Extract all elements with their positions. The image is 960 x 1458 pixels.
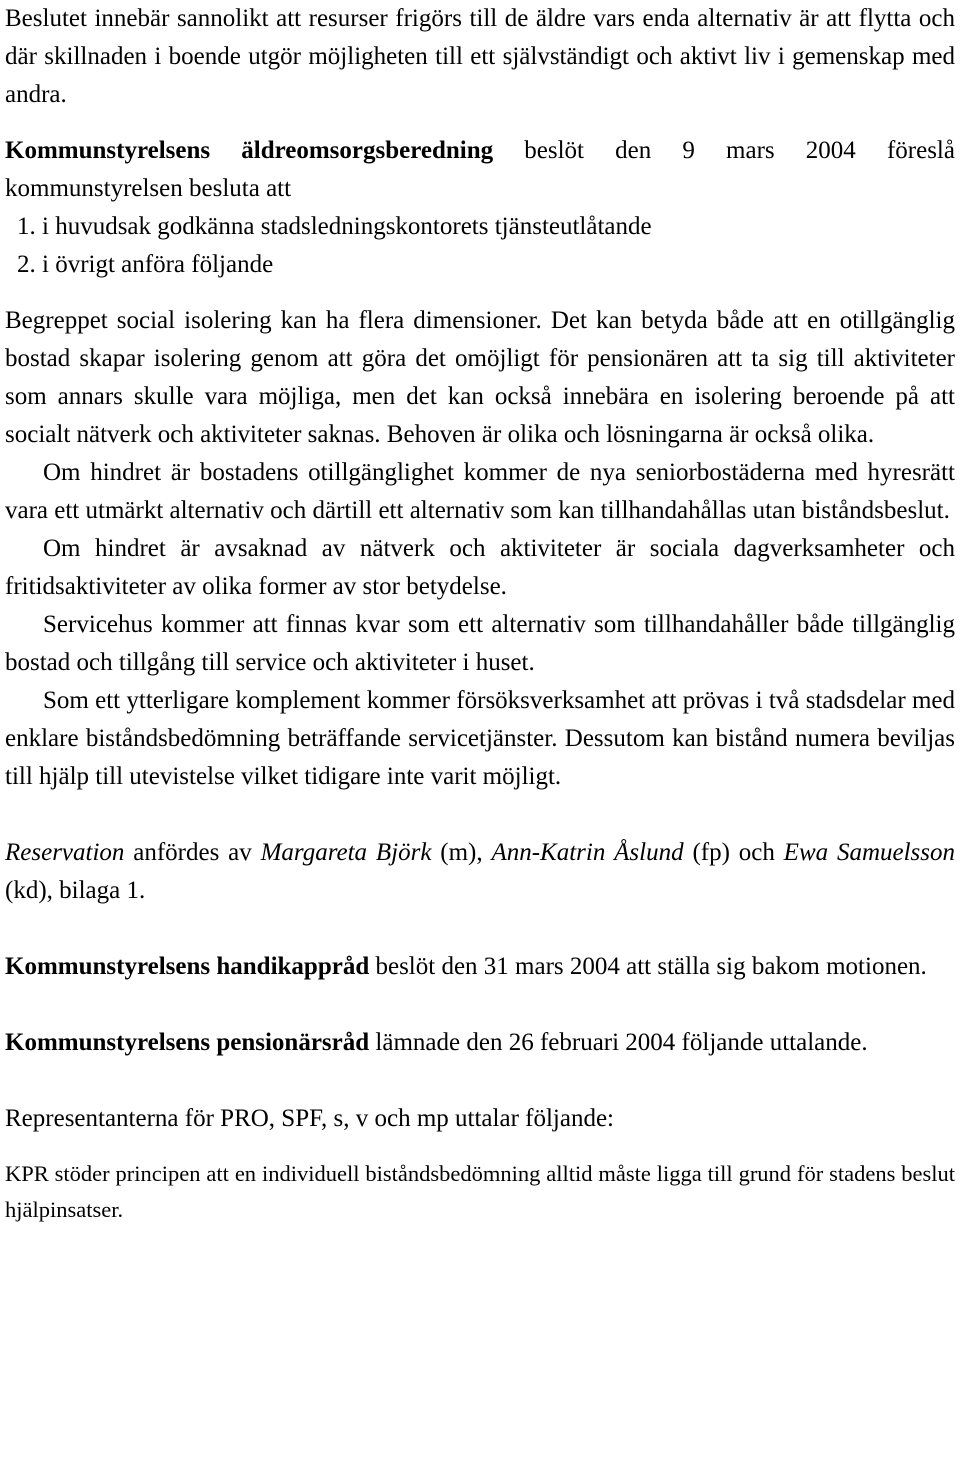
- paragraph-beslutet: Beslutet innebär sannolikt att resurser frigörs till de äldre vars enda alternativ är att flytta och där skillnaden i boende utgör möjligheten till ett självständigt och aktivt liv i gemenskap med andra.: [5, 5, 955, 108]
- council-decision: beslöt den 31 mars 2004 att ställa sig bakom motionen.: [369, 953, 927, 980]
- reservation-text: anfördes av: [124, 839, 261, 866]
- paragraph-aldreomsorgsberedning: [5, 132, 955, 208]
- committee-decision: beslöt den 9 mars 2004 föreslå kommunstyrelsen besluta att: [5, 137, 955, 202]
- paragraph-natverk: Om hindret är avsaknad av nätverk och aktiviteter är sociala dagverksamheter och fritidsaktiviteter av olika former av stor betydelse.: [5, 535, 955, 600]
- reservation-label: Reservation: [5, 839, 125, 866]
- document-page: [5, 0, 955, 1228]
- spacer: [5, 910, 955, 948]
- reservation-name: Ewa Samuelsson: [783, 839, 955, 866]
- paragraph-otillganglighet: Om hindret är bostadens otillgänglighet kommer de nya seniorbostäderna med hyresrätt vara ett utmärkt alternativ och därtill ett alternativ som kan tillhandahållas utan biståndsbeslut.: [5, 459, 955, 524]
- paragraph-reservation: [5, 834, 955, 910]
- council-decision: lämnade den 26 februari 2004 följande uttalande.: [369, 1029, 868, 1056]
- paragraph-servicehus: Servicehus kommer att finnas kvar som ett alternativ som tillhandahåller både tillgänglig bostad och tillgång till service och aktiviteter i huset.: [5, 611, 955, 676]
- decision-list: [5, 208, 955, 284]
- list-item: 2. i övrigt anföra följande: [17, 251, 274, 278]
- paragraph-handikappraad: [5, 948, 955, 986]
- reservation-text: (fp) och: [683, 839, 784, 866]
- paragraph-komplement: Som ett ytterligare komplement kommer försöksverksamhet att prövas i två stadsdelar med enklare biståndsbedömning beträffande servicetjänster. Dessutom kan bistånd numera beviljas till hjälp till utevistelse vilket tidigare inte varit möjligt.: [5, 687, 955, 790]
- spacer: [5, 114, 955, 132]
- reservation-name: Margareta Björk: [260, 839, 432, 866]
- spacer: [5, 986, 955, 1024]
- paragraph-pensionarsraad: [5, 1024, 955, 1062]
- spacer: [5, 284, 955, 302]
- paragraph-social-isolering: Begreppet social isolering kan ha flera dimensioner. Det kan betyda både att en otillgänglig bostad skapar isolering genom att göra det omöjligt för pensionären att ta sig till aktiviteter som annars skulle vara möjliga, men det kan också innebära en isolering beroende på att socialt nätverk och aktiviteter saknas. Behoven är olika och lösningarna är också olika.: [5, 307, 955, 448]
- reservation-text: (kd), bilaga 1.: [5, 877, 146, 904]
- council-name: Kommunstyrelsens pensionärsråd: [5, 1029, 370, 1056]
- council-name: Kommunstyrelsens handikappråd: [5, 953, 370, 980]
- paragraph-representanter: Representanterna för PRO, SPF, s, v och mp uttalar följande:: [5, 1105, 614, 1132]
- list-item: 1. i huvudsak godkänna stadsledningskontorets tjänsteutlåtande: [17, 213, 652, 240]
- spacer: [5, 1062, 955, 1100]
- reservation-name: Ann-Katrin Åslund: [491, 839, 684, 866]
- committee-name: Kommunstyrelsens äldreomsorgsberedning: [5, 137, 494, 164]
- paragraph-kpr: KPR stöder principen att en individuell biståndsbedömning alltid måste ligga till grund för stadens beslut hjälpinsatser.: [5, 1161, 955, 1222]
- reservation-text: (m),: [431, 839, 492, 866]
- spacer: [5, 1138, 955, 1156]
- spacer: [5, 796, 955, 834]
